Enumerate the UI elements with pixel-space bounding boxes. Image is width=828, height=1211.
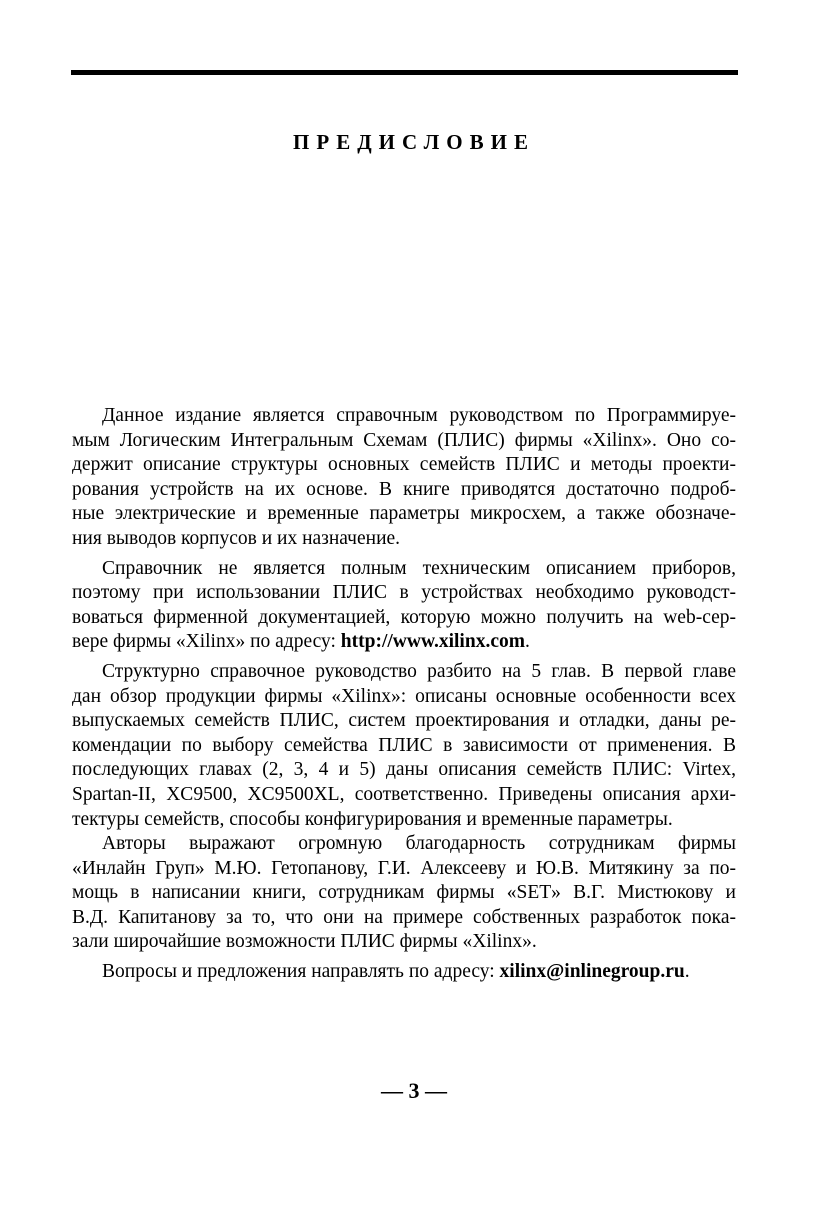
text-line: мым Логическим Интегральным Схемам (ПЛИС) фирмы «Xilinx». Оно со-: [72, 429, 736, 451]
text-line: Spartan-II, XC9500, XC9500XL, соответственно. Приведены описания архи-: [72, 783, 736, 805]
text-line: Справочник не является полным техническим описанием приборов,: [102, 557, 736, 579]
text-line: [72, 960, 736, 985]
text-line: зали широчайшие возможности ПЛИС фирмы «Xilinx».: [72, 931, 537, 953]
text-line: рования устройств на их основе. В книге приводятся достаточно подроб-: [72, 478, 736, 500]
text-line: В.Д. Капитанову за то, что они на примере собственных разработок пока-: [72, 906, 736, 928]
text-fragment: .: [684, 961, 690, 983]
paragraph-4: [72, 832, 736, 955]
text-line: выпускаемых семейств ПЛИС, систем проектирования и отладки, даны ре-: [72, 710, 736, 732]
text-line: дан обзор продукции фирмы «Xilinx»: описаны основные особенности всех: [72, 685, 736, 707]
paragraph-2: [72, 557, 736, 655]
text-line: комендации по выбору семейства ПЛИС в зависимости от применения. В: [72, 734, 736, 756]
text-line: поэтому при использовании ПЛИС в устройствах необходимо руководст-: [72, 582, 736, 604]
text-line: последующих главах (2, 3, 4 и 5) даны описания семейств ПЛИС: Virtex,: [72, 759, 736, 781]
text-line: «Инлайн Груп» М.Ю. Гетопанову, Г.И. Алексееву и Ю.В. Митякину за по-: [72, 857, 736, 879]
text-fragment: Вопросы и предложения направлять по адресу:: [102, 961, 500, 983]
text-line: тектуры семейств, способы конфигурирования и временные параметры.: [72, 808, 673, 830]
body-text: [72, 404, 736, 985]
text-fragment: .: [524, 631, 530, 653]
email-link[interactable]: xilinx@inlinegroup.ru: [499, 961, 685, 983]
text-line: Данное издание является справочным руководством по Программируе-: [102, 405, 736, 426]
website-link[interactable]: http://www.xilinx.com: [340, 631, 525, 653]
text-line: Авторы выражают огромную благодарность сотрудникам фирмы: [102, 833, 736, 855]
text-line: ные электрические и временные параметры микросхем, а также обозначе-: [72, 503, 736, 525]
page-title: ПРЕДИСЛОВИЕ: [293, 130, 535, 154]
text-line: [72, 630, 736, 655]
paragraph-1: [72, 404, 736, 552]
text-fragment: вере фирмы «Xilinx» по адресу:: [72, 631, 341, 653]
text-line: воваться фирменной документацией, которую можно получить на web-сер-: [72, 606, 736, 628]
text-line: Структурно справочное руководство разбито на 5 глав. В первой главе: [102, 660, 736, 682]
paragraph-5: [72, 960, 736, 985]
text-line: мощь в написании книги, сотрудникам фирмы «SET» В.Г. Мистюкову и: [72, 882, 736, 904]
top-rule: [71, 70, 738, 75]
text-line: держит описание структуры основных семейств ПЛИС и методы проекти-: [72, 454, 736, 476]
page-number: — 3 —: [381, 1078, 447, 1103]
paragraph-3: [72, 660, 736, 832]
text-line: ния выводов корпусов и их назначение.: [72, 527, 401, 549]
